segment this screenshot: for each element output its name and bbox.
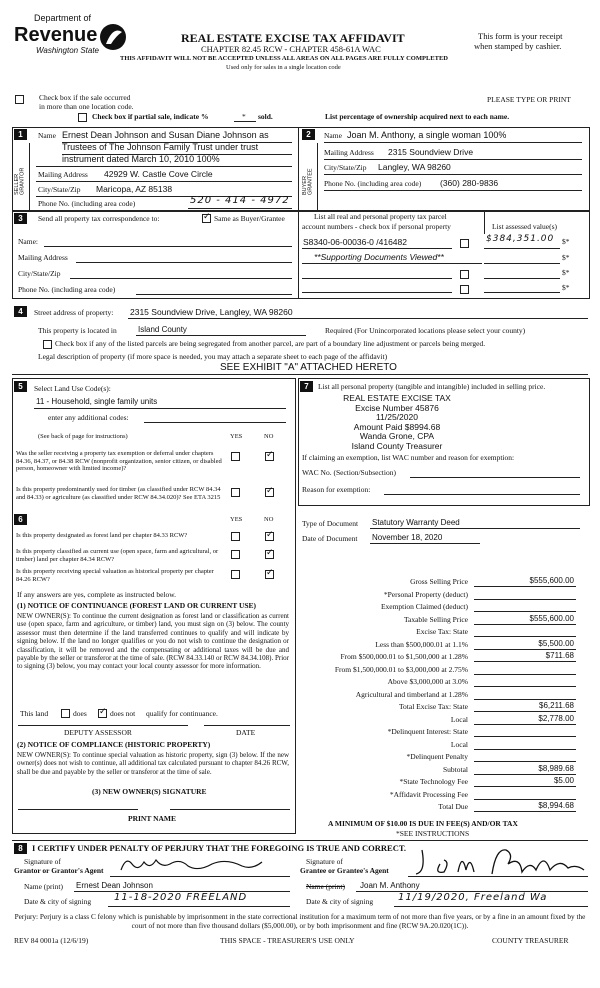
parcel-1[interactable]: S8340-06-00036-0 /416482 [303,237,407,247]
tax-row-label: Subtotal [442,765,468,774]
stamp-line-2: Excise Number 45876 [355,402,439,413]
excise-stamp [322,394,472,452]
tax-row-label: *Delinquent Interest: State [387,727,468,736]
seller-side-label: SELLER GRANTOR [14,167,26,195]
tax-row-label: *Affidavit Processing Fee [389,790,468,799]
buyer-name-label: Name [324,131,342,140]
does-not-checkbox[interactable] [98,709,107,718]
dept-line1: Department of [34,13,92,23]
notice-2-title: (2) NOTICE OF COMPLIANCE (HISTORIC PROPERTY) [17,740,211,749]
legal-exhibit[interactable]: SEE EXHIBIT "A" ATTACHED HERETO [220,362,397,373]
seller-city-label: City/State/Zip [38,185,81,194]
this-land-label: This land [20,709,49,718]
seller-name-line-2[interactable]: Trustees of The Johnson Family Trust under trust [62,142,259,152]
buyer-side-label: BUYER GRANTEE [302,168,314,195]
parcel-header-2: account numbers - check box if personal property [302,222,451,231]
notice-1-title: (1) NOTICE OF CONTINUANCE (FOREST LAND OR CURRENT USE) [17,601,257,610]
q5-no-checkbox[interactable] [265,570,274,579]
tax-row-label: From $1,500,000.01 to $3,000,000 at 2.75% [334,665,468,674]
seller-mailing-label: Mailing Address [38,170,88,179]
additional-codes-label: enter any additional codes: [48,413,129,422]
form-chapter: CHAPTER 82.45 RCW - CHAPTER 458-61A WAC [201,44,381,54]
assessed-3-dollar: $* [562,268,570,277]
sold-label: sold. [258,112,273,121]
tax-row-value[interactable]: $8,989.68 [538,764,574,773]
grantor-name[interactable]: Ernest Dean Johnson [76,881,153,890]
grantor-signature[interactable] [116,852,266,876]
county[interactable]: Island County [138,325,187,334]
rev-number: REV 84 0001a (12/6/19) [14,936,89,945]
supporting-docs: **Supporting Documents Viewed** [314,252,444,262]
partial-sale-label: Check box if partial sale, indicate % [92,112,209,121]
parcel-1-personal-checkbox[interactable] [460,239,469,248]
tax-row-label: Agricultural and timberland at 1.28% [355,690,468,699]
section-7-number: 7 [300,381,313,392]
tax-row-value[interactable]: $6,211.68 [539,701,574,710]
section-5-number: 5 [14,381,27,392]
same-as-buyer-checkbox[interactable] [202,214,211,223]
question-2: Is this property predominantly used for timber (as classified under RCW 84.34 and 84.33) or agriculture (as classified under RCW 84.34.020)? See ETA 3215 [16,486,221,501]
q1-no-checkbox[interactable] [265,452,274,461]
buyer-phone-label: Phone No. (including area code) [324,179,422,188]
tax-row-label: Less than $500,000.01 at 1.1% [375,640,468,649]
stamp-line-3: 11/25/2020 [376,412,418,423]
buyer-phone[interactable]: (360) 280-9836 [440,178,499,188]
parcel-3-personal-checkbox[interactable] [460,270,469,279]
minimum-note: A MINIMUM OF $10.00 IS DUE IN FEE(S) AND/OR TAX [328,819,518,828]
legal-desc-label: Legal description of property (if more space is needed, you may attach a separate sheet to each page of the affidavit) [38,352,388,361]
single-location-note: Used only for sales in a single location code [226,64,341,71]
grantee-name[interactable]: Joan M. Anthony [360,881,420,890]
tax-row-label: Total Excise Tax: State [398,702,468,711]
wac-label: WAC No. (Section/Subsection) [302,468,396,477]
county-required-note: Required (For Unincorporated locations please select your county) [325,326,526,335]
notice-2-text: NEW OWNER(S): To continue special valuation as historic property, sign (3) below. If the new owner(s) does not wish to continue, all additional tax calculated pursuant to chapter 84.26 RCW, shall be due and payable by the seller or transferor at the time of sale. [17,751,289,776]
perjury-notice: Perjury: Perjury is a class C felony which is punishable by imprisonment in the state correctional institution for a maximum term of not more than five years, or by a fine in an amount fixed by the court of not more than five thousand dollars ($5,000.00), or by both imprisonment and fine (RCW 9A.20.020(1C)). [14,912,586,930]
q2-no-checkbox[interactable] [265,488,274,497]
section-8-number: 8 [14,843,27,854]
assessed-2-dollar: $* [562,253,570,262]
q4-no-checkbox[interactable] [265,550,274,559]
corr-city-label: City/State/Zip [18,269,61,278]
stamp-line-4: Amount Paid $8994.68 [353,421,441,432]
street-address[interactable]: 2315 Soundview Drive, Langley, WA 98260 [130,307,293,317]
doc-date-label: Date of Document [302,534,358,543]
q4-yes-checkbox[interactable] [231,550,240,559]
question-5: Is this property receiving special valuation as historical property per chapter 84.26 RCW? [16,568,214,583]
seller-name-line-1[interactable]: Ernest Dean Johnson and Susan Diane Johnson as [62,130,269,140]
reason-label: Reason for exemption: [302,485,371,494]
q2-yes-checkbox[interactable] [231,488,240,497]
parcel-4-personal-checkbox[interactable] [460,285,469,294]
personal-property-label: List all personal property (tangible and intangible) included in selling price. [318,382,546,391]
question-3: Is this property designated as forest land per chapter 84.33 RCW? [16,532,188,539]
no-header-6: NO [264,516,274,523]
certify-statement: I CERTIFY UNDER PENALTY OF PERJURY THAT THE FOREGOING IS TRUE AND CORRECT. [32,843,407,853]
buyer-city[interactable]: Langley, WA 98260 [378,162,451,172]
land-use-code[interactable]: 11 - Household, single family units [36,397,158,406]
question-1: Was the seller receiving a property tax exemption or deferral under chapters 84.36, 84.37, or 84.38 RCW (nonprofit organization, senior citizen, or disabled person, homeowner with limited income)? [16,450,222,472]
tax-row-label: Exemption Claimed (deduct) [380,602,468,611]
assessed-1[interactable]: $384,351.00 [486,234,555,244]
tax-row-value[interactable]: $2,778.00 [538,714,574,723]
if-yes-note: If any answers are yes, complete as instructed below. [17,590,177,599]
tax-row-label: Gross Selling Price [410,577,468,586]
select-land-use-label: Select Land Use Code(s): [34,384,111,393]
tax-row-label: *State Technology Fee [399,777,468,786]
segregated-label: Check box if any of the listed parcels are being segregated from another parcel, are part of a boundary line adjustment or parcels being merged. [55,339,486,348]
deputy-date-label: DATE [236,728,256,737]
q3-no-checkbox[interactable] [265,532,274,541]
seller-city[interactable]: Maricopa, AZ 85138 [96,184,173,194]
tax-row-label: *Delinquent Penalty [406,752,468,761]
section-3-number: 3 [14,213,27,224]
see-instructions-note: *SEE INSTRUCTIONS [396,829,470,838]
buyer-name[interactable]: Joan M. Anthony, a single woman 100% [347,130,507,140]
tax-row-value[interactable]: $711.68 [545,651,574,660]
same-as-buyer-label: Same as Buyer/Grantee [214,214,285,223]
q3-yes-checkbox[interactable] [231,532,240,541]
stamp-line-6: Island County Treasurer [351,440,443,451]
seller-name-line-3[interactable]: instrument dated March 10, 2010 100% [62,154,220,164]
notice-3-title: (3) NEW OWNER(S) SIGNATURE [92,787,207,796]
grantee-sig-label-1: Signature of [306,857,343,866]
tax-row-label: Above $3,000,000 at 3.0% [387,677,468,686]
tax-row-label: From $500,000.01 to $1,500,000 at 1.28% [340,652,468,661]
buyer-mailing-label: Mailing Address [324,148,374,157]
doc-type-label: Type of Document [302,519,359,528]
ownership-note: List percentage of ownership acquired next to each name. [325,112,510,121]
tax-row-label: Local [450,715,468,724]
grantee-name-label: Name (print) [306,882,345,891]
seller-phone-label: Phone No. (including area code) [38,199,136,208]
tax-row-value[interactable]: $5,500.00 [538,639,574,648]
does-not-label: does not [110,709,136,718]
dept-line3: Washington State [36,46,100,55]
tax-row-value[interactable]: $555,600.00 [529,614,574,623]
seller-name-label: Name [38,131,56,140]
tax-row-value[interactable]: $5.00 [553,776,574,785]
multi-location-checkbox[interactable] [15,95,24,104]
please-type-note: PLEASE TYPE OR PRINT [487,95,571,104]
receipt-note-1: This form is your receipt [478,31,563,41]
grantee-sig-label-2: Grantee or Grantee's Agent [300,866,389,875]
tax-row-label: Taxable Selling Price [403,615,468,624]
grantee-signature[interactable] [410,844,590,880]
tax-row-label: Local [450,740,468,749]
yes-header-5: YES [230,433,243,440]
grantee-date-label: Date & city of signing [306,897,374,906]
dept-logo-icon [98,22,128,52]
section-4-number: 4 [14,306,27,317]
treasurer-use-only: THIS SPACE - TREASURER'S USE ONLY [220,936,355,945]
does-checkbox[interactable] [61,709,70,718]
grantee-date[interactable]: 11/19/2020, Freeland Wa [398,892,548,903]
grantor-sig-label-2: Grantor or Grantor's Agent [14,866,104,875]
notice-1-text: NEW OWNER(S): To continue the current designation as forest land or classification as current use (open space, farm and agriculture, or timber) land, you must sign on (3) below. The county assessor must then determine if the land transferred continues to qualify and will indicate by signing below. If the land no longer qualifies or you do not wish to continue the designation or classification, it will be removed and the compensating or additional taxes will be due and payable by the seller or transferor at the time of sale. (RCW 84.33.140 or RCW 84.34.108). Prior to signing (3) below, you may contact your local county assessor for more information. [17,612,289,671]
section-2-number: 2 [302,129,315,140]
corr-name-label: Name: [18,237,38,246]
stamp-line-1: REAL ESTATE EXCISE TAX [343,393,451,403]
buyer-city-label: City/State/Zip [324,163,367,172]
multi-location-label-1: Check box if the sale occurred [39,93,131,102]
grantor-date[interactable]: 11-18-2020 FREELAND [114,892,248,903]
section-1-number: 1 [14,129,27,140]
county-treasurer-label: COUNTY TREASURER [492,936,569,945]
tax-row-label: *Personal Property (deduct) [383,590,468,599]
tax-row-value[interactable]: $8,994.68 [538,801,574,810]
assessed-4-dollar: $* [562,283,570,292]
receipt-note-2: when stamped by cashier. [474,41,562,51]
no-header-5: NO [264,433,274,440]
multi-location-label-2: in more than one location code. [39,102,134,111]
tax-row-label: Excise Tax: State [416,627,468,636]
form-warning: THIS AFFIDAVIT WILL NOT BE ACCEPTED UNLESS ALL AREAS ON ALL PAGES ARE FULLY COMPLETED [120,55,448,62]
q1-yes-checkbox[interactable] [231,452,240,461]
corr-phone-label: Phone No. (including area code) [18,285,116,294]
dept-logo-text: Revenue [14,24,98,46]
tax-row-value[interactable]: $555,600.00 [529,576,574,585]
see-back-note: (See back of page for instructions) [38,433,128,440]
does-label: does [73,709,87,718]
section-6-number: 6 [14,514,27,525]
exemption-label: If claiming an exemption, list WAC number and reason for exemption: [302,453,515,462]
parcel-header-1: List all real and personal property tax parcel [314,212,447,221]
assessed-1-dollar: $* [562,237,570,246]
tax-row-label: Total Due [438,802,468,811]
yes-header-6: YES [230,516,243,523]
grantor-date-label: Date & city of signing [24,897,92,906]
partial-sale-checkbox[interactable] [78,113,87,122]
stamp-line-5: Wanda Grone, CPA [359,431,435,442]
seller-mailing[interactable]: 42929 W. Castle Cove Circle [104,169,213,179]
qualify-label: qualify for continuance. [146,709,218,718]
print-name-label: PRINT NAME [128,814,176,823]
grantor-name-label: Name (print) [24,882,63,891]
deputy-assessor-label: DEPUTY ASSESSOR [64,728,132,737]
question-4: Is this property classified as current use (open space, farm and agricultural, or timber) land per chapter 84.34 RCW? [16,548,219,563]
doc-type[interactable]: Statutory Warranty Deed [372,518,460,527]
located-in-label: This property is located in [38,326,117,335]
partial-sale-pct[interactable]: * [242,112,246,121]
q5-yes-checkbox[interactable] [231,570,240,579]
street-address-label: Street address of property: [34,308,114,317]
assessed-header: List assessed value(s) [492,222,557,231]
form-title: REAL ESTATE EXCISE TAX AFFIDAVIT [181,31,405,45]
doc-date[interactable]: November 18, 2020 [372,533,443,542]
grantor-sig-label-1: Signature of [24,857,61,866]
segregated-checkbox[interactable] [43,340,52,349]
corr-mailing-label: Mailing Address [18,253,68,262]
send-correspondence-label: Send all property tax correspondence to: [38,214,160,223]
seller-phone[interactable]: 520 - 414 - 4972 [190,195,290,206]
buyer-mailing[interactable]: 2315 Soundview Drive [388,147,474,157]
